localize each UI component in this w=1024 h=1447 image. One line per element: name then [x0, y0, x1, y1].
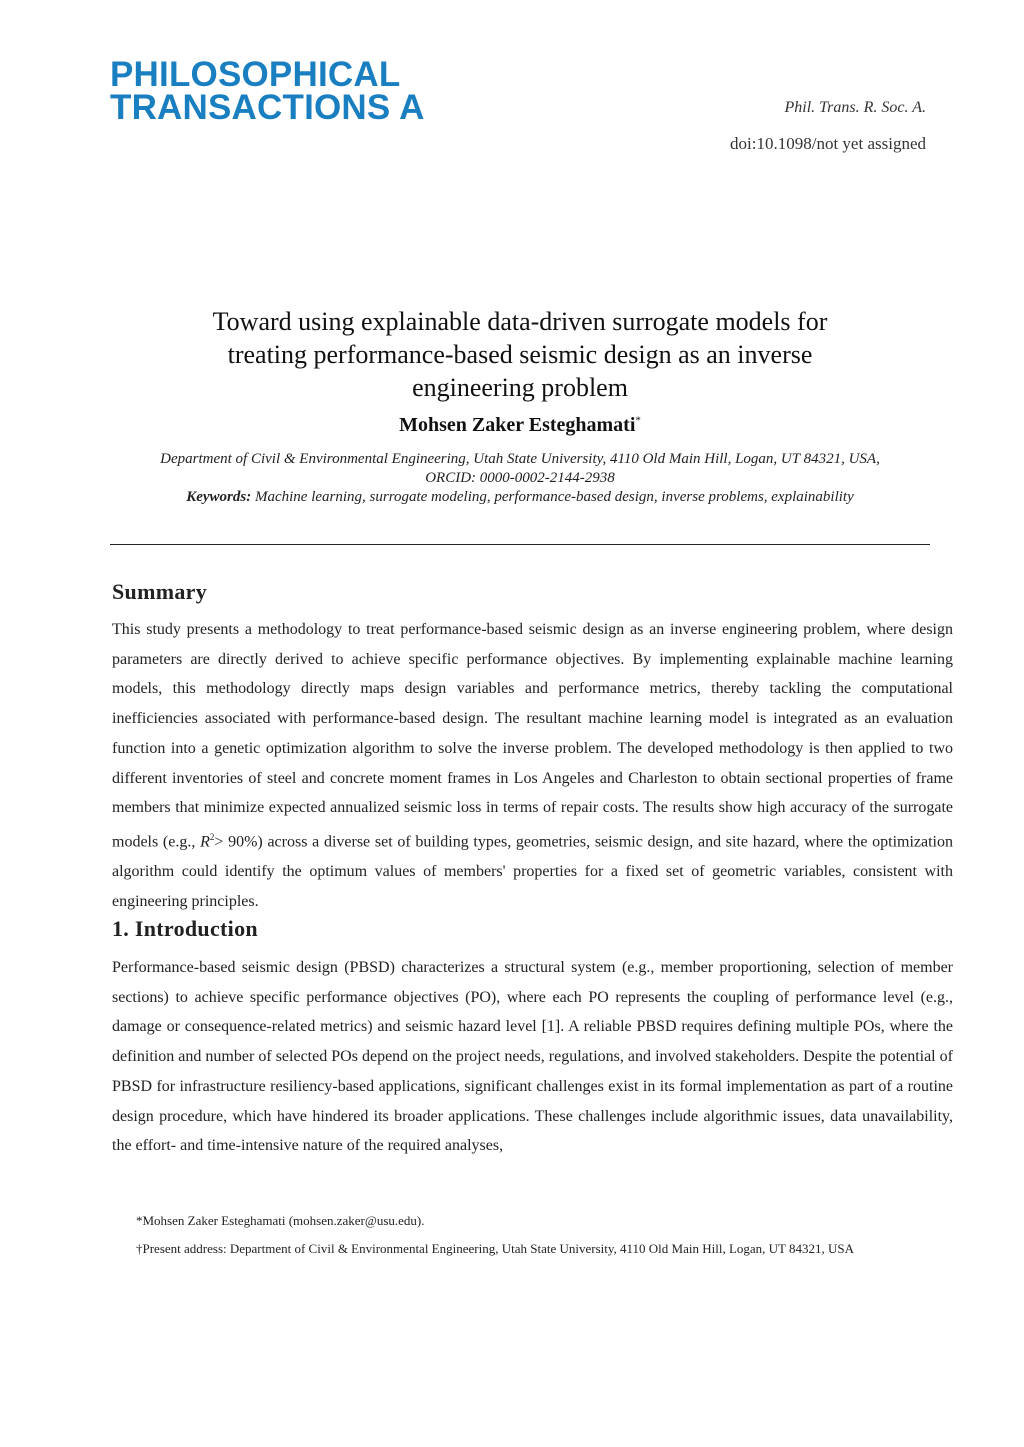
summary-paragraph [112, 615, 953, 916]
summary-heading: Summary [112, 579, 207, 604]
author-name [130, 414, 910, 437]
author-affiliation: Department of Civil & Environmental Engineering, Utah State University, 4110 Old Main Hill, Logan, UT 84321, USA, ORCID: 0000-0002-2144-2938 [160, 451, 880, 486]
journal-logo [110, 55, 425, 127]
title-line-3: engineering problem [412, 373, 628, 402]
journal-reference: Phil. Trans. R. Soc. A. [784, 99, 926, 116]
paper-title [130, 305, 910, 404]
header-divider [110, 544, 930, 545]
doi-text: doi:10.1098/not yet assigned [730, 134, 926, 153]
introduction-paragraph: Performance-based seismic design (PBSD) characterizes a structural system (e.g., member proportioning, selection of member sections) to achieve specific performance objectives (PO), where each PO represents the coupling of performance level (e.g., damage or consequence-related metrics) and seismic hazard level [1]. A reliable PBSD requires defining multiple POs, where the definition and number of selected POs depend on the project needs, regulations, and involved stakeholders. Despite the potential of PBSD for infrastructure resiliency-based applications, significant challenges exist in its formal implementation as part of a routine design procedure, which have hindered its broader applications. These challenges include algorithmic issues, data unavailability, the effort- and time-intensive nature of the required analyses, [112, 959, 953, 1155]
introduction-heading: 1. Introduction [112, 916, 258, 941]
author-name-text: Mohsen Zaker Esteghamati [399, 414, 636, 436]
footnote-corresponding-author: *Mohsen Zaker Esteghamati (mohsen.zaker@usu.edu). [136, 1213, 425, 1228]
r-squared-exponent: 2 [209, 831, 215, 842]
keywords-label: Keywords: [186, 489, 252, 505]
title-line-1: Toward using explainable data-driven surrogate models for [212, 307, 828, 336]
summary-text-b: > 90%) across a diverse set of building types, geometries, seismic design, and site hazard, where the optimization algorithm could identify the optimum values of members' properties for a fixed set of geometric variables, consistent with engineering principles. [112, 833, 953, 910]
summary-text-a: This study presents a methodology to treat performance-based seismic design as an inverse engineering problem, where design parameters are directly derived to achieve specific performance objectives. By implementing explainable machine learning models, this methodology directly maps design variables and performance metrics, thereby tackling the computational inefficiencies associated with performance-based design. The resultant machine learning model is integrated as an evaluation function into a genetic optimization algorithm to solve the inverse problem. The developed methodology is then applied to two different inventories of steel and concrete moment frames in Los Angeles and Charleston to obtain sectional properties of frame members that minimize expected annualized seismic loss in terms of repair costs. The results show high accuracy of the surrogate models (e.g., [112, 621, 953, 851]
keywords [180, 488, 860, 507]
logo-line-1: PHILOSOPHICAL [110, 55, 401, 94]
keywords-list: Machine learning, surrogate modeling, performance-based design, inverse problems, explainability [254, 489, 854, 505]
title-line-2: treating performance-based seismic design as an inverse [227, 340, 813, 369]
footnote-present-address: †Present address: Department of Civil & Environmental Engineering, Utah State University, 4110 Old Main Hill, Logan, UT 84321, USA [136, 1241, 855, 1256]
r-squared-symbol: R [200, 833, 210, 851]
logo-line-2: TRANSACTIONS A [110, 88, 425, 127]
author-footnote-mark: * [635, 414, 641, 427]
